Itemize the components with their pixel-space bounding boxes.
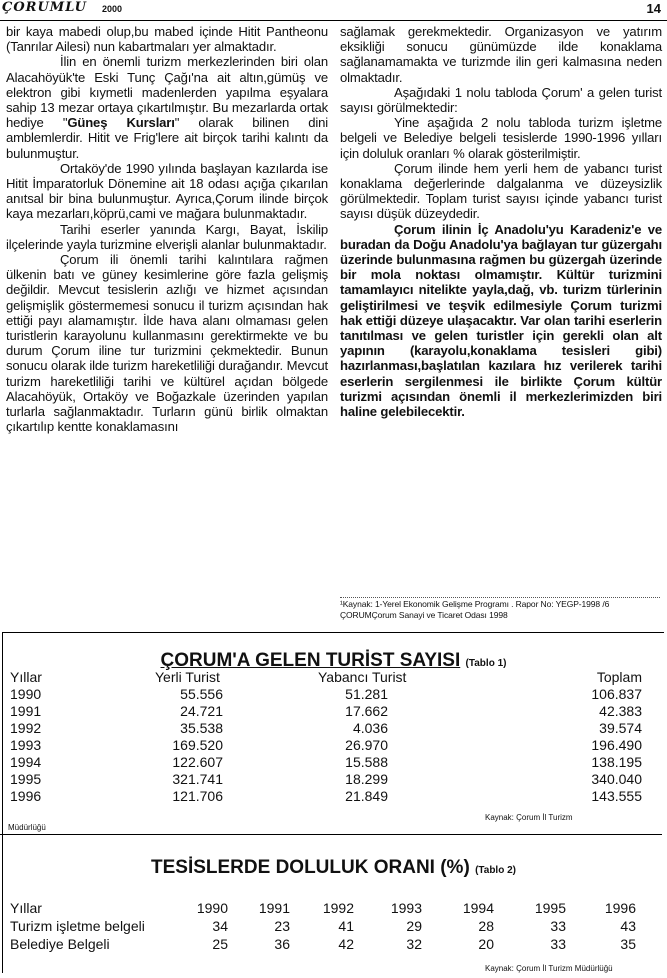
table-cell: 35: [620, 936, 636, 952]
table-cell: 33: [550, 918, 566, 934]
paragraph: [6, 252, 328, 434]
table1-title: ÇORUM'A GELEN TURİST SAYISI (Tablo 1): [160, 650, 507, 671]
table-cell: Belediye Belgeli: [10, 936, 110, 952]
paragraph: [340, 24, 662, 85]
table-cell: 34: [212, 918, 228, 934]
page-header: [0, 0, 667, 21]
table-row: [0, 771, 667, 788]
table-cell: 26.970: [345, 737, 388, 753]
bold-text: Güneş Kursları: [67, 115, 175, 131]
table-cell: 1992: [10, 720, 42, 736]
paragraph: [340, 161, 662, 222]
bold-text: Çorum ilinin İç Anadolu'yu Karadeniz'e ve buradan da Doğu Anadolu'ya bağlayan tur güzergahı üzerinde bulunmasına rağmen bu güzergah üzerinde bir mola noktası olmamıştır. Kültür turizmini tamamlayıcı nitelikte yayla,dağ, vb. turizm türlerinin geliştirilmesi ve teşvik edilmesiyle Çorum turizmi hak ettiği düzeye ulaşacaktır. Var olan tarihi eserlerin tanıtılması ve gelen turistler için gerekli olan alt yapının (karayolu,konaklama tesisleri gibi) hazırlanması,başlatılan kazılara hız verilerek tarihi eserlerin sergilenmesi ile birlikte Çorum kültür turizmi açısından önemli il merkezlerimizden biri haline gelebilecektir.: [340, 221, 662, 420]
table-cell: 51.281: [345, 686, 388, 702]
table-row: [0, 788, 667, 805]
paragraph: [340, 222, 662, 420]
table-cell: Yerli Turist: [155, 669, 220, 685]
table-row: [0, 754, 667, 771]
table-row: [0, 703, 667, 720]
table-cell: 1994: [10, 754, 42, 770]
paragraph: [6, 54, 328, 160]
table-cell: 1993: [10, 737, 42, 753]
table-cell: 122.607: [172, 754, 223, 770]
table-cell: 138.195: [591, 754, 642, 770]
table-cell: 23: [274, 918, 290, 934]
table-cell: 1996: [604, 900, 636, 916]
footnote-divider: [340, 597, 660, 598]
table-cell: 29: [406, 918, 422, 934]
table-header-row: [0, 669, 667, 686]
table-cell: 196.490: [591, 737, 642, 753]
table-cell: 17.662: [345, 703, 388, 719]
table-cell: Yabancı Turist: [318, 669, 407, 685]
table-cell: 24.721: [180, 703, 223, 719]
text-run: bir kaya mabedi olup,bu mabed içinde Hitit Pantheonu (Tanrılar Ailesi) nun kabartmaları yer almaktadır.: [6, 24, 328, 55]
table-cell: 1990: [196, 900, 228, 916]
table-cell: Turizm işletme belgeli: [10, 918, 145, 934]
text-run: sağlamak gerekmektedir. Organizasyon ve yatırım eksikliği sonucu günümüzde ilde konaklama sağlanamamakta ve turizmde ilin geri kalmasına neden olmaktadır.: [340, 24, 662, 85]
page-number: 14: [646, 1, 661, 16]
table-cell: 143.555: [591, 788, 642, 804]
magazine-logo: ÇORUMLU: [2, 0, 87, 15]
paragraph: [6, 161, 328, 222]
table-cell: 36: [274, 936, 290, 952]
table-cell: 1996: [10, 788, 42, 804]
table-cell: 20: [478, 936, 494, 952]
table-row: [0, 918, 667, 935]
table-cell: Yıllar: [10, 669, 42, 685]
table-cell: 169.520: [172, 737, 223, 753]
table2-tag: (Tablo 2): [475, 865, 516, 876]
table-cell: 33: [550, 936, 566, 952]
table-cell: 1994: [462, 900, 494, 916]
text-run: Çorum ilinde hem yerli hem de yabancı turist konaklama değerlerinde dalgalanma ve düzeysizlik görülmektedir. Toplam turist sayısı içinde yabancı turist sayısı düşük düzeydedir.: [340, 160, 662, 222]
table-cell: 106.837: [591, 686, 642, 702]
table-cell: 25: [212, 936, 228, 952]
right-text-column: [340, 24, 662, 419]
table-cell: 121.706: [172, 788, 223, 804]
table-cell: 340.040: [591, 771, 642, 787]
table-cell: 1992: [322, 900, 354, 916]
table1-source: Kaynak: Çorum İl Turizm: [485, 813, 573, 822]
table-cell: 15.588: [345, 754, 388, 770]
table-cell: 55.556: [180, 686, 223, 702]
text-run: Yine aşağıda 2 nolu tabloda turizm işletme belgeli ve Belediye belgeli tesislerde 1990-1996 yılları için doluluk oranları % olarak gösterilmiştir.: [340, 115, 662, 161]
table-cell: 1995: [10, 771, 42, 787]
table-row: [0, 737, 667, 754]
table-cell: 32: [406, 936, 422, 952]
table-cell: 1995: [534, 900, 566, 916]
table-cell: 42.383: [599, 703, 642, 719]
issue-year: 2000: [102, 4, 123, 14]
table1-tag: (Tablo 1): [465, 658, 507, 669]
table-cell: 28: [478, 918, 494, 934]
table-cell: 21.849: [345, 788, 388, 804]
table-cell: 1991: [258, 900, 290, 916]
text-run: Aşağıdaki 1 nolu tabloda Çorum' a gelen turist sayısı görülmektedir:: [340, 84, 662, 116]
table-header-row: [0, 900, 667, 917]
paragraph: [340, 85, 662, 115]
table-cell: 35.538: [180, 720, 223, 736]
table-cell: 1991: [10, 703, 42, 719]
text-run: " olarak bilinen dini amblemlerdir. Hitit ve Frig'lere ait birçok tarihi kalıntı da bulunmuştur.: [6, 115, 329, 161]
table-row: [0, 720, 667, 737]
table-cell: 4.036: [352, 720, 388, 736]
table-cell: 321.741: [172, 771, 223, 787]
table-cell: 39.574: [599, 720, 642, 736]
table2-source: Kaynak: Çorum İl Turizm Müdürlüğü: [485, 964, 613, 973]
paragraph: [6, 24, 328, 54]
text-run: Çorum ili önemli tarihi kalıntılara rağmen ülkenin batı ve güney kesimlerine göre fazla gelişmiş değildir. Mevcut tesislerin azlığı ve hizmet açısından gelişmişlik göstermemesi sonucu il turizm açısından hak ettiği payı alamamıştır. İlde hava alanı olmaması gelen turistlerin karayolunu kullanmasını gerektirmekte ve bu durum Çorum iline tur turizmini çekmektedir. Bunun sonucu olarak ilde turizm hareketliliği durağandır. Mevcut turizm hareketliliği tarihi ve kültürel açıdan bölgede Alacahöyük, Ortaköy ve Boğazkale üzerinden yapılan turlarla sağlanmaktadır. Turların günü birlik olmaktan çıkartılıp kentte konaklamasını: [6, 252, 328, 435]
table1-source-continued: Müdürlüğü: [8, 823, 46, 832]
table-cell: 18.299: [345, 771, 388, 787]
text-run: Tarihi eserler yanında Kargı, Bayat, İskilip ilçelerinde yayla turizmine elverişli alanlar bulunmaktadır.: [6, 221, 328, 252]
table-cell: 43: [620, 918, 636, 934]
text-run: İlin en önemli turizm merkezlerinden biri olan Alacahöyük'te Eski Tunç Çağı'na ait altın,gümüş ve elektron gibi kıymetli madenlerden yapılma eşyalara sahip 13 mezar ortaya çıkartılmıştır. Bu mezarlarda ortak hediye ": [6, 54, 328, 131]
paragraph: [340, 115, 662, 161]
table-separator: [0, 834, 662, 835]
text-run: Ortaköy'de 1990 yılında başlayan kazılarda ise Hitit İmparatorluk Dönemine ait 18 odası açığa çıkarılan anıtsal bir bina bulunmuştur. Ayrıca,Çorum ilinde birçok kaya mezarları,köprü,cami ve mağara bulunmaktadır.: [6, 160, 328, 222]
table-cell: Yıllar: [10, 900, 42, 916]
table-row: [0, 936, 667, 953]
table2-title: TESİSLERDE DOLULUK ORANI (%) (Tablo 2): [151, 857, 516, 878]
left-text-column: [6, 24, 328, 434]
table-cell: Toplam: [596, 669, 642, 685]
table-cell: 1990: [10, 686, 42, 702]
paragraph: [6, 222, 328, 252]
table-cell: 42: [338, 936, 354, 952]
footnote: ¹Kaynak: 1-Yerel Ekonomik Gelişme Programı . Rapor No: YEGP-1998 /6 ÇORUMÇorum Sanayi ve Ticaret Odası 1998: [340, 599, 610, 620]
table-cell: 1993: [390, 900, 422, 916]
table-cell: 41: [338, 918, 354, 934]
table-row: [0, 686, 667, 703]
